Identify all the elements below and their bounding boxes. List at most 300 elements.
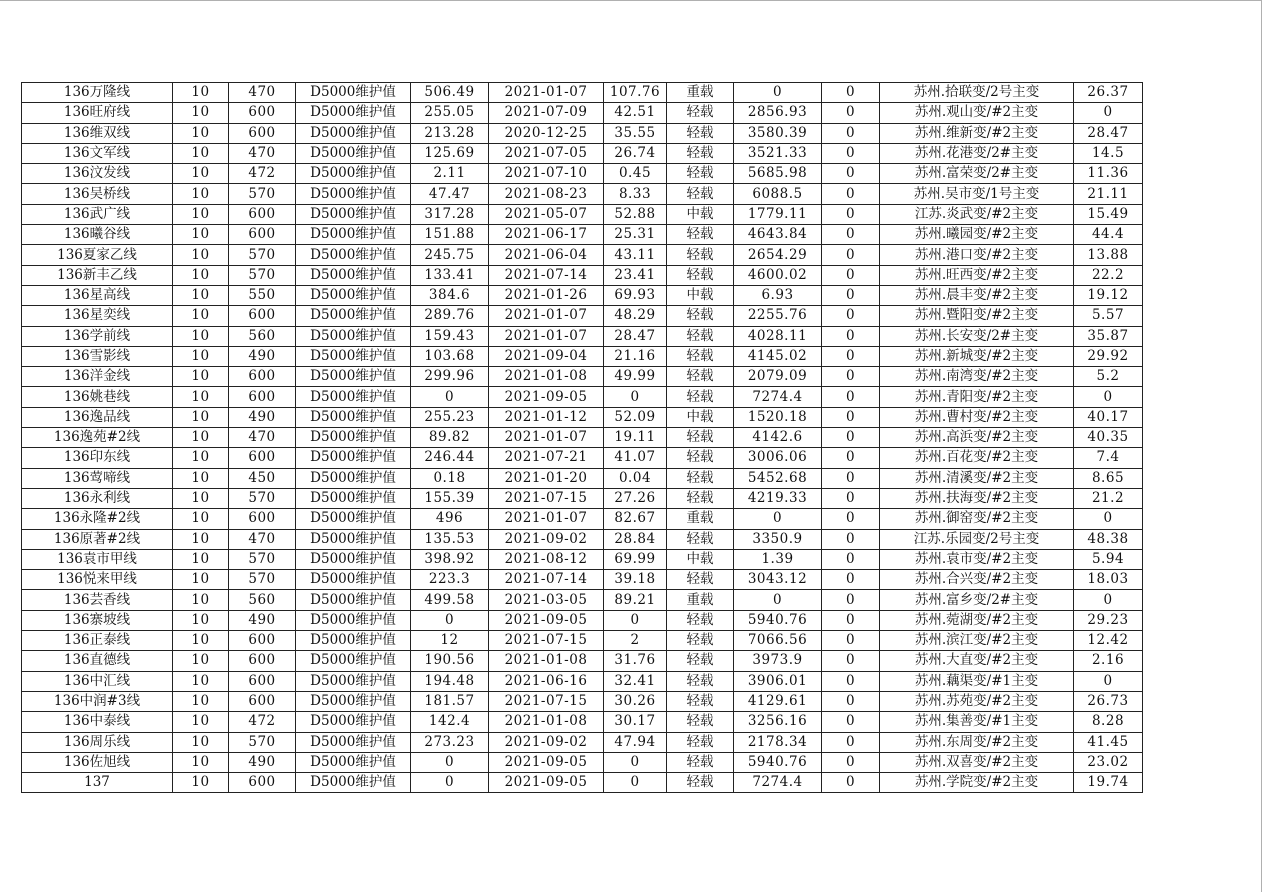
voltage-cell: 10 (173, 671, 229, 691)
capacity-cell: 490 (229, 752, 296, 772)
load-cell: 289.76 (411, 306, 489, 326)
value-cell: 21.2 (1074, 488, 1143, 508)
table-row (22, 732, 1143, 752)
voltage-cell: 10 (173, 265, 229, 285)
available-cell: 3906.01 (734, 671, 822, 691)
substation-cell: 苏州.清溪变/#2主变 (880, 468, 1074, 488)
load-rate-cell: 0 (604, 610, 667, 630)
table-row (22, 773, 1143, 793)
source-cell: D5000维护值 (296, 123, 411, 143)
source-cell: D5000维护值 (296, 468, 411, 488)
load-rate-cell: 47.94 (604, 732, 667, 752)
value-cell: 8.28 (1074, 712, 1143, 732)
count-cell: 0 (822, 529, 880, 549)
substation-cell: 苏州.新城变/#2主变 (880, 346, 1074, 366)
capacity-cell: 570 (229, 265, 296, 285)
substation-cell: 苏州.富荣变/2#主变 (880, 164, 1074, 184)
line-name-cell: 136洋金线 (22, 367, 173, 387)
table-row (22, 204, 1143, 224)
table-row (22, 306, 1143, 326)
source-cell: D5000维护值 (296, 164, 411, 184)
load-rate-cell: 0 (604, 387, 667, 407)
available-cell: 2079.09 (734, 367, 822, 387)
substation-cell: 苏州.旺西变/#2主变 (880, 265, 1074, 285)
value-cell: 2.16 (1074, 651, 1143, 671)
date-cell: 2021-03-05 (489, 590, 604, 610)
source-cell: D5000维护值 (296, 143, 411, 163)
capacity-cell: 600 (229, 773, 296, 793)
table-row (22, 691, 1143, 711)
capacity-cell: 570 (229, 549, 296, 569)
count-cell: 0 (822, 143, 880, 163)
load-cell: 135.53 (411, 529, 489, 549)
capacity-cell: 600 (229, 367, 296, 387)
load-rate-cell: 32.41 (604, 671, 667, 691)
date-cell: 2021-01-12 (489, 407, 604, 427)
capacity-cell: 560 (229, 326, 296, 346)
load-cell: 398.92 (411, 549, 489, 569)
source-cell: D5000维护值 (296, 387, 411, 407)
line-name-cell: 136逸苑#2线 (22, 428, 173, 448)
available-cell: 5452.68 (734, 468, 822, 488)
capacity-cell: 600 (229, 306, 296, 326)
line-name-cell: 136星高线 (22, 285, 173, 305)
capacity-cell: 470 (229, 143, 296, 163)
table-row (22, 184, 1143, 204)
substation-cell: 苏州.高浜变/#2主变 (880, 428, 1074, 448)
line-name-cell: 136周乐线 (22, 732, 173, 752)
load-rate-cell: 27.26 (604, 488, 667, 508)
load-status-cell: 轻载 (667, 428, 734, 448)
date-cell: 2021-05-07 (489, 204, 604, 224)
load-rate-cell: 26.74 (604, 143, 667, 163)
capacity-cell: 560 (229, 590, 296, 610)
load-cell: 0 (411, 773, 489, 793)
line-name-cell: 136永利线 (22, 488, 173, 508)
substation-cell: 苏州.合兴变/#2主变 (880, 570, 1074, 590)
source-cell: D5000维护值 (296, 306, 411, 326)
capacity-cell: 490 (229, 407, 296, 427)
substation-cell: 苏州.富乡变/2#主变 (880, 590, 1074, 610)
count-cell: 0 (822, 570, 880, 590)
load-cell: 223.3 (411, 570, 489, 590)
value-cell: 22.2 (1074, 265, 1143, 285)
available-cell: 1520.18 (734, 407, 822, 427)
capacity-cell: 600 (229, 691, 296, 711)
substation-cell: 苏州.吴市变/1号主变 (880, 184, 1074, 204)
available-cell: 1.39 (734, 549, 822, 569)
line-name-cell: 136芸香线 (22, 590, 173, 610)
load-cell: 299.96 (411, 367, 489, 387)
load-status-cell: 中载 (667, 204, 734, 224)
count-cell: 0 (822, 610, 880, 630)
table-row (22, 143, 1143, 163)
load-status-cell: 轻载 (667, 691, 734, 711)
value-cell: 0 (1074, 103, 1143, 123)
value-cell: 40.17 (1074, 407, 1143, 427)
value-cell: 14.5 (1074, 143, 1143, 163)
load-status-cell: 轻载 (667, 123, 734, 143)
capacity-cell: 490 (229, 610, 296, 630)
load-status-cell: 轻载 (667, 570, 734, 590)
value-cell: 21.11 (1074, 184, 1143, 204)
count-cell: 0 (822, 245, 880, 265)
available-cell: 4219.33 (734, 488, 822, 508)
load-status-cell: 轻载 (667, 326, 734, 346)
load-status-cell: 轻载 (667, 610, 734, 630)
line-name-cell: 136中泰线 (22, 712, 173, 732)
source-cell: D5000维护值 (296, 346, 411, 366)
load-cell: 384.6 (411, 285, 489, 305)
substation-cell: 苏州.御窑变/#2主变 (880, 509, 1074, 529)
load-status-cell: 轻载 (667, 529, 734, 549)
date-cell: 2021-06-17 (489, 225, 604, 245)
source-cell: D5000维护值 (296, 732, 411, 752)
voltage-cell: 10 (173, 326, 229, 346)
table-row (22, 367, 1143, 387)
available-cell: 4129.61 (734, 691, 822, 711)
value-cell: 7.4 (1074, 448, 1143, 468)
count-cell: 0 (822, 468, 880, 488)
value-cell: 15.49 (1074, 204, 1143, 224)
substation-cell: 苏州.长安变/2#主变 (880, 326, 1074, 346)
load-status-cell: 轻载 (667, 712, 734, 732)
date-cell: 2021-01-20 (489, 468, 604, 488)
voltage-cell: 10 (173, 549, 229, 569)
table-row (22, 468, 1143, 488)
line-name-cell: 136寨坡线 (22, 610, 173, 630)
available-cell: 2178.34 (734, 732, 822, 752)
date-cell: 2021-07-14 (489, 570, 604, 590)
load-cell: 103.68 (411, 346, 489, 366)
value-cell: 40.35 (1074, 428, 1143, 448)
load-rate-cell: 49.99 (604, 367, 667, 387)
available-cell: 6088.5 (734, 184, 822, 204)
load-cell: 0 (411, 610, 489, 630)
count-cell: 0 (822, 225, 880, 245)
voltage-cell: 10 (173, 143, 229, 163)
voltage-cell: 10 (173, 164, 229, 184)
line-name-cell: 136新丰乙线 (22, 265, 173, 285)
capacity-cell: 570 (229, 570, 296, 590)
date-cell: 2021-09-05 (489, 610, 604, 630)
voltage-cell: 10 (173, 83, 229, 103)
voltage-cell: 10 (173, 590, 229, 610)
source-cell: D5000维护值 (296, 225, 411, 245)
load-status-cell: 轻载 (667, 671, 734, 691)
voltage-cell: 10 (173, 123, 229, 143)
count-cell: 0 (822, 367, 880, 387)
substation-cell: 苏州.双喜变/#2主变 (880, 752, 1074, 772)
table-row (22, 103, 1143, 123)
table-row (22, 123, 1143, 143)
load-status-cell: 轻载 (667, 367, 734, 387)
load-rate-cell: 28.84 (604, 529, 667, 549)
load-cell: 0.18 (411, 468, 489, 488)
available-cell: 2654.29 (734, 245, 822, 265)
substation-cell: 苏州.暨阳变/#2主变 (880, 306, 1074, 326)
substation-cell: 苏州.藕渠变/#1主变 (880, 671, 1074, 691)
load-rate-cell: 52.88 (604, 204, 667, 224)
load-rate-cell: 19.11 (604, 428, 667, 448)
load-cell: 255.23 (411, 407, 489, 427)
capacity-cell: 600 (229, 387, 296, 407)
available-cell: 4028.11 (734, 326, 822, 346)
load-rate-cell: 52.09 (604, 407, 667, 427)
date-cell: 2021-01-07 (489, 509, 604, 529)
load-rate-cell: 28.47 (604, 326, 667, 346)
table-row (22, 671, 1143, 691)
capacity-cell: 470 (229, 529, 296, 549)
date-cell: 2021-07-15 (489, 691, 604, 711)
count-cell: 0 (822, 164, 880, 184)
date-cell: 2021-07-10 (489, 164, 604, 184)
line-name-cell: 136吴桥线 (22, 184, 173, 204)
line-name-cell: 136佐旭线 (22, 752, 173, 772)
load-status-cell: 轻载 (667, 631, 734, 651)
count-cell: 0 (822, 387, 880, 407)
count-cell: 0 (822, 631, 880, 651)
count-cell: 0 (822, 712, 880, 732)
voltage-cell: 10 (173, 651, 229, 671)
load-rate-cell: 42.51 (604, 103, 667, 123)
load-rate-cell: 21.16 (604, 346, 667, 366)
available-cell: 2255.76 (734, 306, 822, 326)
line-name-cell: 136逸品线 (22, 407, 173, 427)
value-cell: 13.88 (1074, 245, 1143, 265)
substation-cell: 苏州.观山变/#2主变 (880, 103, 1074, 123)
substation-cell: 苏州.扶海变/#2主变 (880, 488, 1074, 508)
source-cell: D5000维护值 (296, 752, 411, 772)
available-cell: 1779.11 (734, 204, 822, 224)
value-cell: 29.23 (1074, 610, 1143, 630)
load-rate-cell: 43.11 (604, 245, 667, 265)
count-cell: 0 (822, 265, 880, 285)
date-cell: 2021-07-09 (489, 103, 604, 123)
load-rate-cell: 89.21 (604, 590, 667, 610)
available-cell: 5940.76 (734, 610, 822, 630)
date-cell: 2021-06-16 (489, 671, 604, 691)
load-status-cell: 轻载 (667, 245, 734, 265)
load-cell: 133.41 (411, 265, 489, 285)
line-name-cell: 136文军线 (22, 143, 173, 163)
load-rate-cell: 31.76 (604, 651, 667, 671)
date-cell: 2021-01-07 (489, 326, 604, 346)
available-cell: 0 (734, 83, 822, 103)
load-cell: 155.39 (411, 488, 489, 508)
voltage-cell: 10 (173, 752, 229, 772)
load-rate-cell: 39.18 (604, 570, 667, 590)
available-cell: 3580.39 (734, 123, 822, 143)
date-cell: 2021-09-04 (489, 346, 604, 366)
count-cell: 0 (822, 671, 880, 691)
load-status-cell: 轻载 (667, 346, 734, 366)
load-rate-cell: 30.26 (604, 691, 667, 711)
load-cell: 89.82 (411, 428, 489, 448)
value-cell: 23.02 (1074, 752, 1143, 772)
load-rate-cell: 35.55 (604, 123, 667, 143)
table-row (22, 83, 1143, 103)
load-status-cell: 轻载 (667, 468, 734, 488)
source-cell: D5000维护值 (296, 590, 411, 610)
count-cell: 0 (822, 103, 880, 123)
voltage-cell: 10 (173, 712, 229, 732)
source-cell: D5000维护值 (296, 529, 411, 549)
capacity-cell: 450 (229, 468, 296, 488)
count-cell: 0 (822, 83, 880, 103)
table-row (22, 570, 1143, 590)
table-row (22, 387, 1143, 407)
substation-cell: 苏州.曹村变/#2主变 (880, 407, 1074, 427)
date-cell: 2021-01-08 (489, 712, 604, 732)
source-cell: D5000维护值 (296, 549, 411, 569)
value-cell: 29.92 (1074, 346, 1143, 366)
available-cell: 0 (734, 509, 822, 529)
capacity-cell: 570 (229, 245, 296, 265)
source-cell: D5000维护值 (296, 773, 411, 793)
table-row (22, 164, 1143, 184)
capacity-cell: 600 (229, 123, 296, 143)
load-cell: 506.49 (411, 83, 489, 103)
date-cell: 2021-01-08 (489, 367, 604, 387)
line-name-cell: 136印东线 (22, 448, 173, 468)
load-rate-cell: 41.07 (604, 448, 667, 468)
substation-cell: 苏州.维新变/#2主变 (880, 123, 1074, 143)
source-cell: D5000维护值 (296, 570, 411, 590)
load-status-cell: 轻载 (667, 773, 734, 793)
load-status-cell: 轻载 (667, 306, 734, 326)
substation-cell: 苏州.袁市变/#2主变 (880, 549, 1074, 569)
load-rate-cell: 69.93 (604, 285, 667, 305)
source-cell: D5000维护值 (296, 285, 411, 305)
table-row (22, 488, 1143, 508)
load-cell: 190.56 (411, 651, 489, 671)
date-cell: 2021-01-26 (489, 285, 604, 305)
table-body (22, 83, 1143, 793)
load-rate-cell: 82.67 (604, 509, 667, 529)
voltage-cell: 10 (173, 570, 229, 590)
capacity-cell: 472 (229, 164, 296, 184)
date-cell: 2021-07-21 (489, 448, 604, 468)
value-cell: 19.74 (1074, 773, 1143, 793)
value-cell: 5.57 (1074, 306, 1143, 326)
line-name-cell: 136莺啼线 (22, 468, 173, 488)
table-row (22, 225, 1143, 245)
date-cell: 2021-09-05 (489, 773, 604, 793)
available-cell: 4600.02 (734, 265, 822, 285)
count-cell: 0 (822, 732, 880, 752)
count-cell: 0 (822, 773, 880, 793)
date-cell: 2021-09-05 (489, 387, 604, 407)
source-cell: D5000维护值 (296, 103, 411, 123)
capacity-cell: 600 (229, 509, 296, 529)
source-cell: D5000维护值 (296, 651, 411, 671)
value-cell: 48.38 (1074, 529, 1143, 549)
available-cell: 0 (734, 590, 822, 610)
load-rate-cell: 25.31 (604, 225, 667, 245)
capacity-cell: 600 (229, 103, 296, 123)
table-row (22, 529, 1143, 549)
line-name-cell: 136星奕线 (22, 306, 173, 326)
available-cell: 3006.06 (734, 448, 822, 468)
line-name-cell: 136旺府线 (22, 103, 173, 123)
source-cell: D5000维护值 (296, 184, 411, 204)
value-cell: 41.45 (1074, 732, 1143, 752)
load-cell: 181.57 (411, 691, 489, 711)
line-name-cell: 136曦谷线 (22, 225, 173, 245)
source-cell: D5000维护值 (296, 245, 411, 265)
source-cell: D5000维护值 (296, 691, 411, 711)
count-cell: 0 (822, 407, 880, 427)
substation-cell: 苏州.曦园变/#2主变 (880, 225, 1074, 245)
value-cell: 8.65 (1074, 468, 1143, 488)
available-cell: 7274.4 (734, 387, 822, 407)
date-cell: 2021-09-02 (489, 732, 604, 752)
substation-cell: 苏州.苏苑变/#2主变 (880, 691, 1074, 711)
value-cell: 26.73 (1074, 691, 1143, 711)
load-rate-cell: 23.41 (604, 265, 667, 285)
load-cell: 47.47 (411, 184, 489, 204)
available-cell: 7274.4 (734, 773, 822, 793)
load-status-cell: 轻载 (667, 448, 734, 468)
table-row (22, 407, 1143, 427)
load-status-cell: 中载 (667, 549, 734, 569)
value-cell: 0 (1074, 387, 1143, 407)
load-rate-cell: 0 (604, 752, 667, 772)
available-cell: 6.93 (734, 285, 822, 305)
load-status-cell: 轻载 (667, 164, 734, 184)
line-name-cell: 136中润#3线 (22, 691, 173, 711)
voltage-cell: 10 (173, 448, 229, 468)
value-cell: 5.2 (1074, 367, 1143, 387)
load-rate-cell: 2 (604, 631, 667, 651)
count-cell: 0 (822, 651, 880, 671)
load-status-cell: 轻载 (667, 103, 734, 123)
value-cell: 0 (1074, 671, 1143, 691)
voltage-cell: 10 (173, 184, 229, 204)
value-cell: 11.36 (1074, 164, 1143, 184)
table-row (22, 590, 1143, 610)
substation-cell: 苏州.拾联变/2号主变 (880, 83, 1074, 103)
load-cell: 125.69 (411, 143, 489, 163)
count-cell: 0 (822, 549, 880, 569)
page-top-border (0, 0, 1262, 1)
voltage-cell: 10 (173, 529, 229, 549)
load-cell: 499.58 (411, 590, 489, 610)
load-cell: 194.48 (411, 671, 489, 691)
load-status-cell: 重载 (667, 83, 734, 103)
capacity-cell: 600 (229, 651, 296, 671)
line-name-cell: 136永隆#2线 (22, 509, 173, 529)
source-cell: D5000维护值 (296, 671, 411, 691)
date-cell: 2021-09-05 (489, 752, 604, 772)
value-cell: 44.4 (1074, 225, 1143, 245)
date-cell: 2021-01-07 (489, 83, 604, 103)
count-cell: 0 (822, 691, 880, 711)
substation-cell: 苏州.滨江变/#2主变 (880, 631, 1074, 651)
date-cell: 2021-07-14 (489, 265, 604, 285)
load-status-cell: 轻载 (667, 225, 734, 245)
load-cell: 213.28 (411, 123, 489, 143)
date-cell: 2021-07-05 (489, 143, 604, 163)
line-name-cell: 136悦来甲线 (22, 570, 173, 590)
value-cell: 19.12 (1074, 285, 1143, 305)
count-cell: 0 (822, 590, 880, 610)
available-cell: 4643.84 (734, 225, 822, 245)
load-rate-cell: 107.76 (604, 83, 667, 103)
table-row (22, 346, 1143, 366)
count-cell: 0 (822, 326, 880, 346)
